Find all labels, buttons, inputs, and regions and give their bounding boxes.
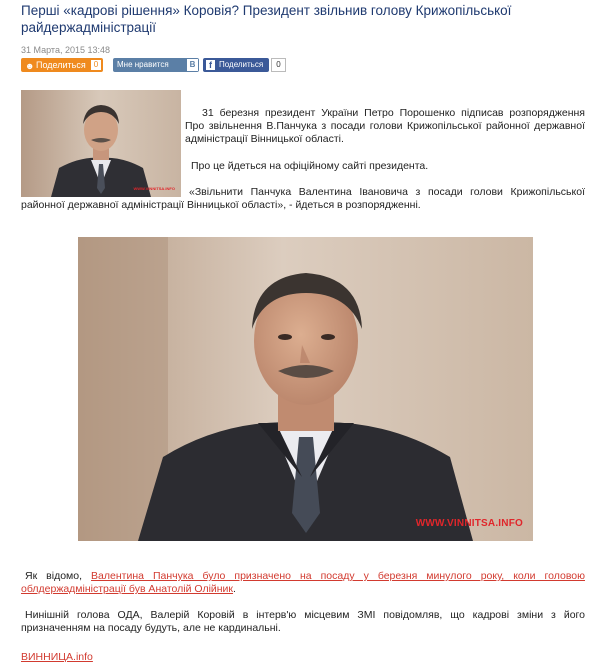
article-main-photo: [78, 237, 533, 541]
thumbnail-watermark: WWW.VINNITSA.INFO: [133, 186, 175, 191]
article-paragraph-4: [21, 570, 585, 596]
paragraph-4-prefix: Як відомо,: [25, 570, 92, 582]
article-title: Перші «кадрові рішення» Коровія? Президент звільнив голову Крижопільської райдержадміністрації: [21, 3, 512, 35]
vk-icon: В: [187, 59, 198, 71]
portrait-thumbnail-illustration: [21, 90, 181, 197]
paragraph-4-suffix: .: [233, 583, 236, 595]
facebook-icon: f: [206, 60, 215, 70]
ok-share-count: 0: [91, 60, 101, 70]
vk-like-button[interactable]: [113, 58, 199, 72]
article-thumbnail-photo: [21, 90, 181, 197]
facebook-share-button[interactable]: [203, 58, 269, 72]
source-link[interactable]: ВИННИЦА.info: [21, 651, 93, 663]
article-paragraph-1: 31 березня президент України Петро Порошенко підписав розпорядження Про звільнення В.Панчука з посади голови Крижопільської районної державної адміністрації Вінницької області.: [185, 107, 585, 145]
appointment-history-link[interactable]: Валентина Панчука було призначено на посаду у березня минулого року, коли головою облдержадміністрації був Анатолій Олійник: [21, 570, 585, 595]
article-paragraph-5: Нинішній голова ОДА, Валерій Коровій в інтерв'ю місцевим ЗМІ повідомляв, що кадрові зміни з його призначенням на посаду будуть, але не кардинальні.: [21, 609, 585, 634]
fb-share-label: Поделиться: [219, 60, 264, 69]
odnoklassniki-icon: ☻: [25, 61, 35, 71]
odnoklassniki-share-button[interactable]: [21, 58, 103, 72]
fb-share-count: 0: [271, 58, 286, 72]
article-paragraph-2: Про це йдеться на офіційному сайті президента.: [191, 160, 429, 172]
article-date: 31 Марта, 2015 13:48: [21, 45, 110, 55]
main-photo-watermark: WWW.VINNITSA.INFO: [415, 518, 523, 529]
ok-share-label: Поделиться: [36, 60, 86, 70]
portrait-main-illustration: [78, 237, 533, 541]
vk-like-label: Мне нравится: [117, 60, 169, 69]
article-paragraph-3: «Звільнити Панчука Валентина Івановича з посади голови Крижопільської районної державної адміністрації Вінницької області», - йдеться в розпорядженні.: [21, 186, 585, 211]
